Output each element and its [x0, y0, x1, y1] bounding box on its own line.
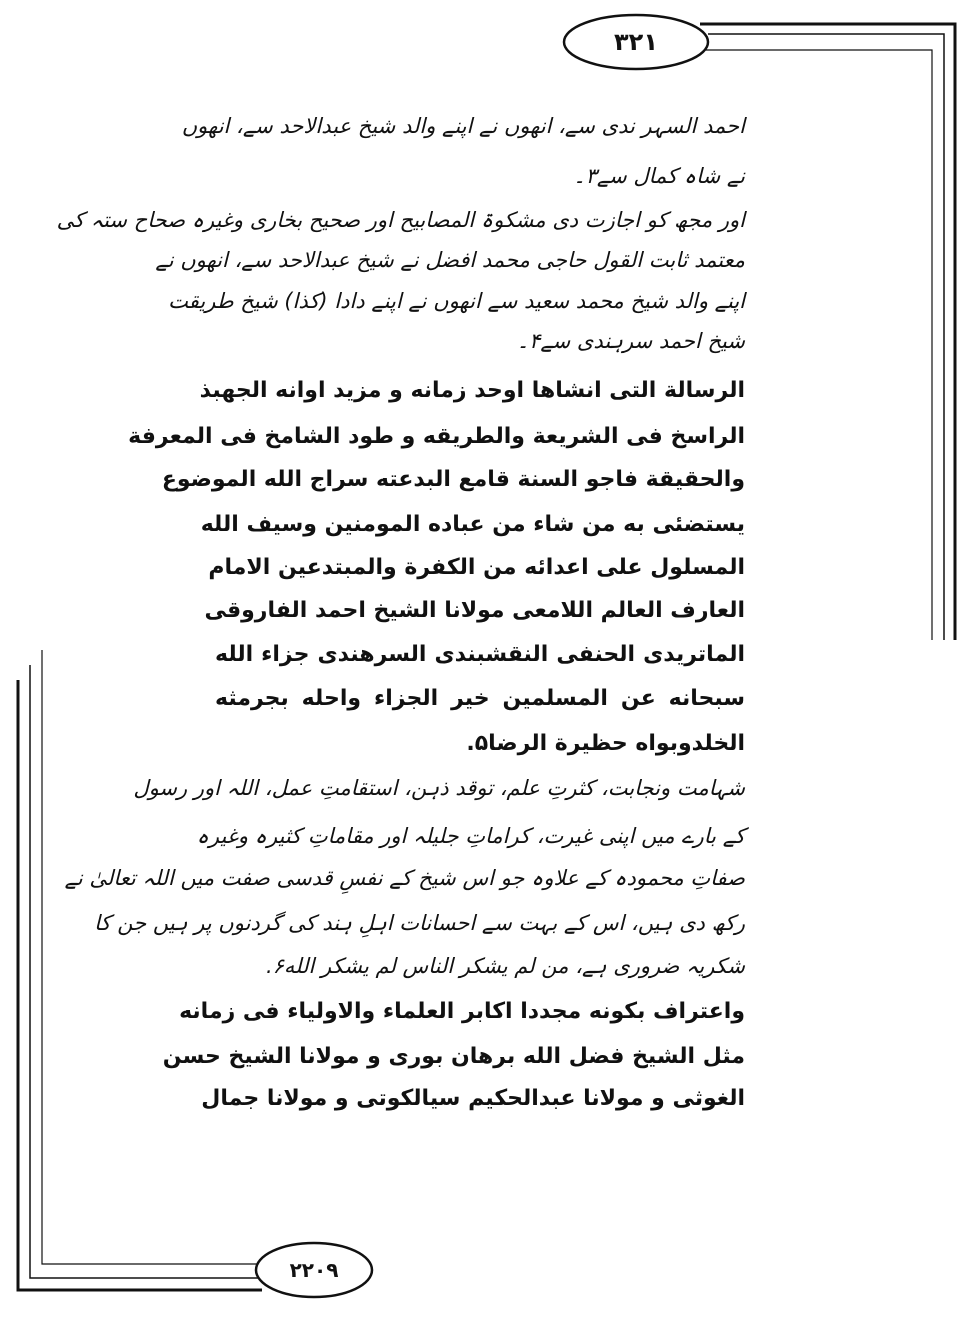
- arabic-text-line: الماتریدی الحنفی النقشبندی السرهندی جزاء الله: [215, 642, 745, 667]
- arabic-text-line: المسلول علی اعدائه من الکفرة والمبتدعین الامام: [208, 555, 745, 580]
- header-page-number: ۳۲۱: [614, 28, 658, 56]
- arabic-text-line: الغوثی و مولانا عبدالحکیم سیالکوتی و مولانا جمال: [201, 1086, 745, 1111]
- urdu-text-line: اور مجھ کو اجازت دی مشکوۃ المصابیح اور صحیح بخاری وغیرہ صحاح ستہ کی: [56, 208, 745, 232]
- urdu-text-line: اپنے والد شیخ محمد سعید سے انھوں نے اپنے دادا (کذا) شیخ طریقت: [168, 289, 745, 313]
- urdu-text-line: رکھ دی ہیں، اس کے بہت سے احسانات اہلِ ہند کی گردنوں پر ہیں جن کا: [94, 911, 745, 935]
- urdu-text-line: صفاتِ محمودہ کے علاوہ جو اس شیخ کے نفسِ قدسی صفت میں اللہ تعالیٰ نے: [64, 866, 745, 890]
- arabic-text-line: الرسالة التی انشاها اوحد زمانه و مزید اوانه الجهبذ: [199, 378, 745, 403]
- urdu-text-line: شکریہ ضروری ہے، من لم یشکر الناس لم یشکر الله۶.: [265, 954, 745, 978]
- urdu-text-line: معتمد ثابت القول حاجی محمد افضل نے شیخ عبدالاحد سے، انھوں نے: [155, 248, 745, 272]
- footer-page-number: ۲۲۰۹: [289, 1258, 339, 1282]
- urdu-text-line: نے شاہ کمال سے۳۔: [573, 164, 745, 188]
- urdu-text-line: احمد السہر ندی سے، انھوں نے اپنے والد شیخ عبدالاحد سے، انھوں: [181, 114, 745, 138]
- arabic-text-line: یستضئی به من شاء من عباده المومنین وسیف الله: [200, 512, 745, 537]
- arabic-text-line: الخلدوبواه حظیرة الرضا۵.: [466, 731, 745, 756]
- arabic-text-line: مثل الشیخ فضل الله برهان بوری و مولانا الشیخ حسن: [162, 1044, 745, 1069]
- arabic-text-line: الراسخ فی الشریعة والطریقه و طود الشامخ فی المعرفة: [128, 424, 745, 449]
- arabic-text-line: العارف العالم اللامعی مولانا الشیخ احمد الفاروقی: [204, 598, 745, 623]
- arabic-text-line: واعتراف بکونه مجددا اکابر العلماء والاولیاء فی زمانه: [179, 999, 745, 1024]
- urdu-text-line: کے بارے میں اپنی غیرت، کراماتِ جلیلہ اور مقاماتِ کثیرہ وغیرہ: [196, 824, 745, 848]
- urdu-text-line: شہامت ونجابت، کثرتِ علم، توقد ذہن، استقامتِ عمل، اللہ اور رسول: [133, 776, 745, 800]
- urdu-text-line: شیخ احمد سرہندی سے۴۔: [516, 329, 745, 353]
- arabic-text-line: سبحانه عن المسلمین خیر الجزاء واحله بجرمثه: [215, 686, 745, 711]
- arabic-text-line: والحقیقة فاجو السنة قامع البدعته سراج الله الموضوع: [161, 467, 745, 492]
